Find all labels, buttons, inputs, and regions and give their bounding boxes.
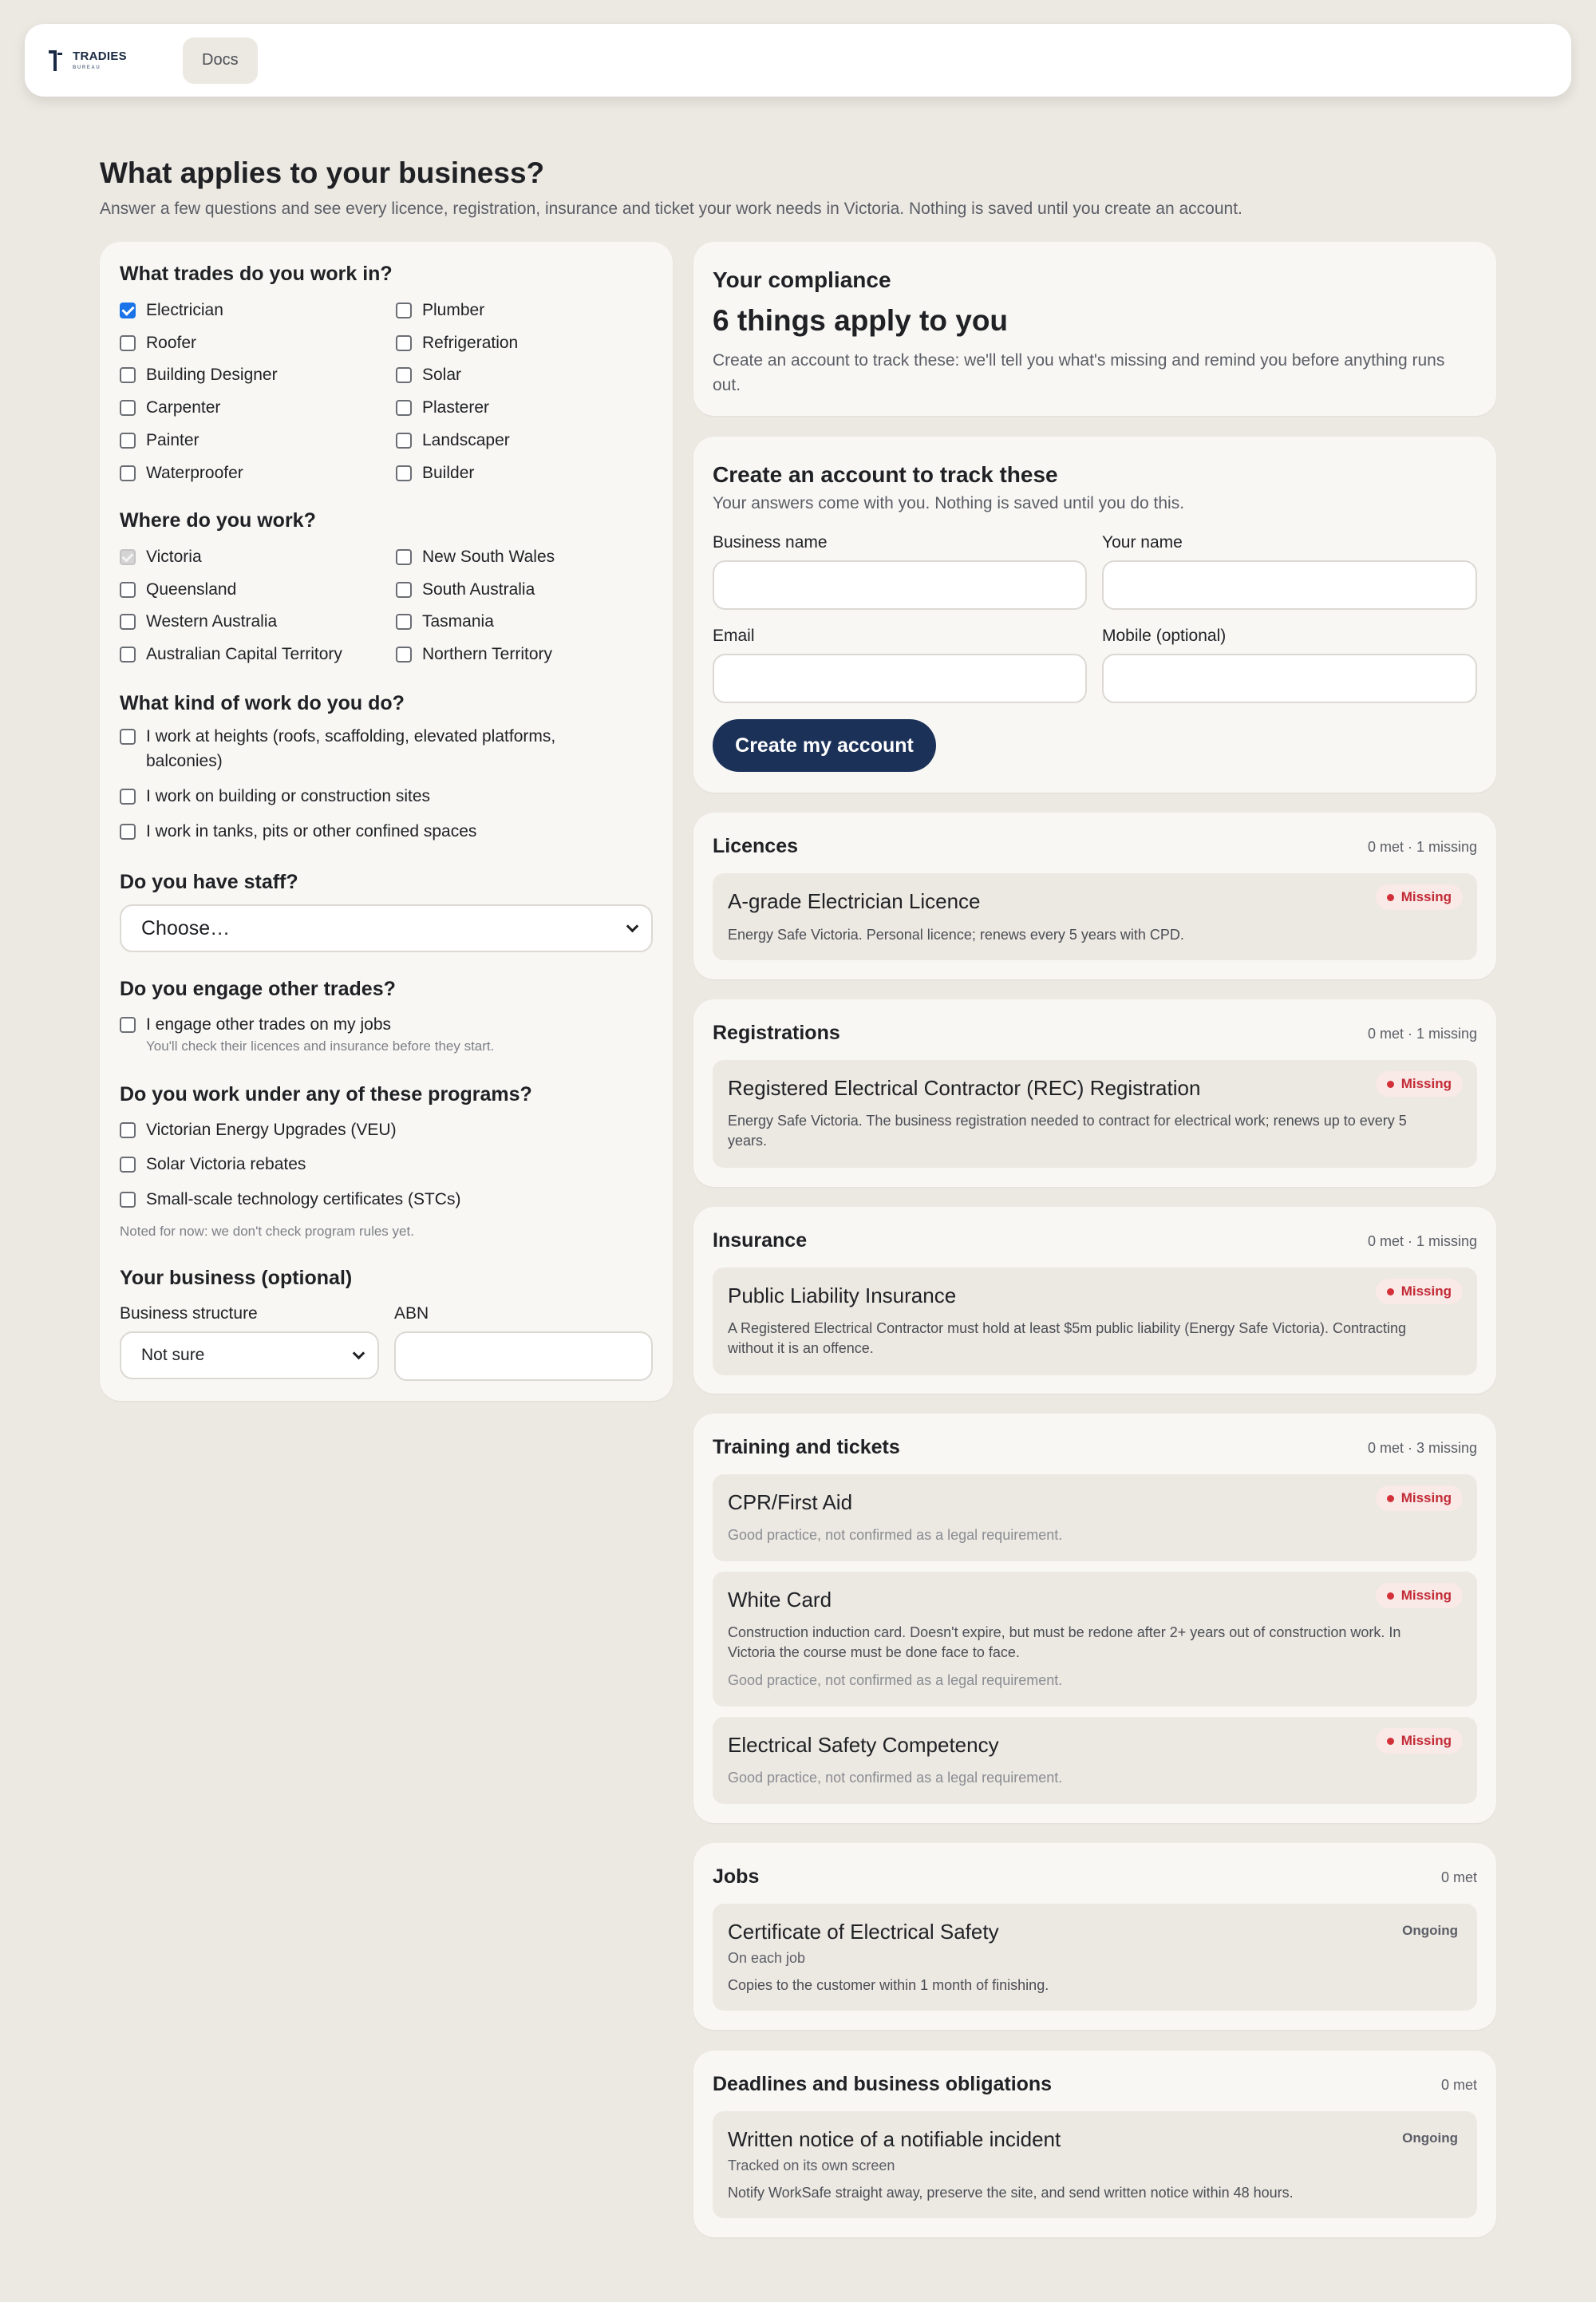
trade-carpenter-checkbox[interactable] (120, 400, 136, 416)
requirement-item[interactable] (713, 873, 1477, 960)
option-label-cont: balconies) (146, 752, 223, 770)
location-queensland-checkbox[interactable] (120, 582, 136, 598)
requirement-title: Electrical Safety Competency (728, 1733, 999, 1757)
requirement-item[interactable] (713, 2111, 1477, 2218)
status-dot-icon (1387, 1592, 1394, 1600)
program-veu-option[interactable] (120, 1117, 397, 1142)
trade-plumber[interactable] (396, 298, 484, 322)
option-label: Solar Victoria rebates (146, 1155, 306, 1173)
section-count: 0 met · 3 missing (1367, 1440, 1477, 1456)
requirement-title: Certificate of Electrical Safety (728, 1920, 999, 1944)
option-label: Carpenter (146, 398, 221, 417)
trade-painter-checkbox[interactable] (120, 433, 136, 449)
option-label: New South Wales (422, 548, 555, 566)
your-name-input[interactable] (1102, 560, 1477, 610)
trade-refrigeration[interactable] (396, 330, 518, 355)
trade-building-designer-checkbox[interactable] (120, 367, 136, 383)
status-label: Missing (1400, 1490, 1452, 1505)
chevron-down-icon (626, 920, 639, 932)
questionnaire-card (100, 242, 673, 1401)
work-construction-option[interactable] (120, 784, 430, 809)
status-dot-icon (1387, 1288, 1394, 1295)
option-label: Solar (422, 366, 462, 385)
option-label: Queensland (146, 579, 237, 599)
create-account-button[interactable]: Create my account (713, 719, 936, 772)
signup-title: Create an account to track these (713, 462, 1058, 487)
location-australian-capital-territory-checkbox[interactable] (120, 647, 136, 663)
engage-other-trades-option[interactable] (120, 1012, 391, 1037)
trade-solar[interactable] (396, 362, 461, 387)
status-dot-icon (1387, 1738, 1394, 1745)
requirement-item[interactable] (713, 1474, 1477, 1561)
trades-question-title: What trades do you work in? (120, 263, 393, 285)
trade-waterproofer-checkbox[interactable] (120, 465, 136, 481)
section-title: Jobs (713, 1865, 760, 1888)
requirement-description: Notify WorkSafe straight away, preserve the site, and send written notice within 48 hours. (728, 2185, 1294, 2201)
insurance-section (693, 1207, 1496, 1394)
business-structure-select[interactable] (120, 1331, 379, 1379)
requirement-note: Good practice, not confirmed as a legal requirement. (728, 1527, 1063, 1543)
section-title: Training and tickets (713, 1436, 900, 1458)
location-tasmania[interactable] (396, 609, 494, 634)
page-title: What applies to your business? (100, 156, 545, 189)
business-name-input[interactable] (713, 560, 1087, 610)
location-new-south-wales-checkbox[interactable] (396, 549, 412, 565)
status-label: Missing (1400, 889, 1452, 904)
top-nav-bar (25, 24, 1571, 97)
work-heights-checkbox[interactable] (120, 729, 136, 745)
business-structure-label: Business structure (120, 1304, 258, 1323)
option-label: Plasterer (422, 398, 490, 417)
trade-builder-checkbox[interactable] (396, 465, 412, 481)
trade-plumber-checkbox[interactable] (396, 303, 412, 318)
section-count: 0 met · 1 missing (1367, 839, 1477, 855)
location-south-australia-checkbox[interactable] (396, 582, 412, 598)
requirement-frequency: On each job (728, 1950, 806, 1966)
licences-section (693, 813, 1496, 979)
section-title: Registrations (713, 1022, 840, 1044)
other-trades-question-title: Do you engage other trades? (120, 978, 396, 1000)
option-label: Tasmania (422, 612, 494, 631)
training-section (693, 1414, 1496, 1823)
trade-builder[interactable] (396, 461, 474, 485)
requirement-title: Registered Electrical Contractor (REC) Registration (728, 1076, 1201, 1100)
your-name-label: Your name (1102, 533, 1183, 552)
programs-question-title: Do you work under any of these programs? (120, 1083, 532, 1106)
signup-subtitle: Your answers come with you. Nothing is saved until you do this. (713, 494, 1185, 512)
program-stc-option[interactable] (120, 1187, 460, 1212)
other-trades-hint: You'll check their licences and insurance before they start. (146, 1038, 495, 1054)
program-veu-checkbox[interactable] (120, 1122, 136, 1138)
work-construction-checkbox[interactable] (120, 789, 136, 805)
requirement-item[interactable] (713, 1717, 1477, 1804)
email-input[interactable] (713, 654, 1087, 703)
deadlines-section (693, 2051, 1496, 2237)
business-structure-value: Not sure (141, 1346, 205, 1364)
abn-input[interactable] (394, 1331, 653, 1381)
option-label: I work in tanks, pits or other confined spaces (146, 822, 477, 841)
page-subtitle: Answer a few questions and see every licence, registration, insurance and ticket your work needs in Victoria. Nothing is saved until you create an account. (100, 200, 1242, 218)
option-label: Plumber (422, 301, 485, 319)
option-label: Victoria (146, 548, 202, 566)
locations-question-title: Where do you work? (120, 509, 316, 532)
option-label: Western Australia (146, 612, 278, 631)
option-label: Builder (422, 463, 475, 482)
status-label: Missing (1400, 1284, 1452, 1299)
location-victoria[interactable] (120, 544, 202, 569)
section-title: Licences (713, 835, 799, 857)
section-count: 0 met (1440, 2077, 1477, 2093)
trade-carpenter[interactable] (120, 395, 220, 420)
option-label: Painter (146, 430, 200, 449)
option-label: Australian Capital Territory (146, 645, 342, 664)
option-label: Landscaper (422, 430, 510, 449)
compliance-description-cont: out. (713, 376, 741, 394)
compliance-description: Create an account to track these: we'll tell you what's missing and remind you before anything runs (713, 351, 1445, 370)
program-stc-checkbox[interactable] (120, 1192, 136, 1208)
requirement-title: Written notice of a notifiable incident (728, 2127, 1061, 2151)
section-count: 0 met · 1 missing (1367, 1233, 1477, 1249)
staff-select-value: Choose… (141, 916, 231, 939)
location-northern-territory-checkbox[interactable] (396, 647, 412, 663)
mobile-label: Mobile (optional) (1102, 627, 1227, 645)
trade-refrigeration-checkbox[interactable] (396, 335, 412, 351)
signup-card (693, 437, 1496, 793)
requirement-item[interactable] (713, 1268, 1477, 1375)
option-label: I work at heights (roofs, scaffolding, elevated platforms, (146, 727, 556, 746)
requirement-note: Good practice, not confirmed as a legal requirement. (728, 1672, 1063, 1688)
requirement-description-cont: Victoria the course must be done face to face. (728, 1644, 1020, 1660)
section-title: Insurance (713, 1229, 808, 1252)
requirement-frequency: Tracked on its own screen (728, 2158, 895, 2173)
section-title: Deadlines and business obligations (713, 2073, 1053, 2095)
trade-roofer[interactable] (120, 330, 196, 355)
status-badge (1376, 1279, 1463, 1304)
trade-plasterer[interactable] (396, 395, 489, 420)
trade-waterproofer[interactable] (120, 461, 243, 485)
location-northern-territory[interactable] (396, 642, 552, 666)
requirement-title: CPR/First Aid (728, 1490, 853, 1514)
logo-mark-icon (47, 48, 65, 73)
option-label: I work on building or construction sites (146, 787, 431, 805)
requirement-description: A Registered Electrical Contractor must hold at least $5m public liability (Energy Safe Victoria). Contracting (728, 1320, 1407, 1336)
registrations-section (693, 999, 1496, 1187)
trade-painter[interactable] (120, 428, 200, 453)
requirement-description: Energy Safe Victoria. Personal licence; renews every 5 years with CPD. (728, 927, 1184, 943)
compliance-headline: 6 things apply to you (713, 304, 1009, 337)
status-badge: Ongoing (1402, 1923, 1458, 1938)
trade-plasterer-checkbox[interactable] (396, 400, 412, 416)
programs-note: Noted for now: we don't check program rules yet. (120, 1224, 414, 1239)
location-australian-capital-territory[interactable] (120, 642, 342, 666)
trade-electrician-checkbox[interactable] (120, 303, 136, 318)
staff-select[interactable] (120, 904, 653, 952)
option-label: Waterproofer (146, 463, 243, 482)
option-label: Refrigeration (422, 333, 519, 352)
work-confined-spaces-checkbox[interactable] (120, 824, 136, 840)
status-badge (1376, 1583, 1463, 1608)
option-label: South Australia (422, 579, 535, 599)
status-label: Missing (1400, 1588, 1452, 1603)
option-label: Building Designer (146, 366, 278, 385)
location-south-australia[interactable] (396, 577, 535, 602)
option-label: I engage other trades on my jobs (146, 1015, 392, 1034)
requirement-description-cont: without it is an offence. (728, 1340, 874, 1356)
jobs-section (693, 1843, 1496, 2030)
engage-other-trades-checkbox[interactable] (120, 1017, 136, 1033)
requirement-title: White Card (728, 1588, 832, 1612)
compliance-title: Your compliance (713, 267, 891, 292)
email-label: Email (713, 627, 755, 645)
status-badge (1376, 1071, 1463, 1097)
status-dot-icon (1387, 1495, 1394, 1502)
business-question-title: Your business (optional) (120, 1267, 353, 1289)
trade-solar-checkbox[interactable] (396, 367, 412, 383)
option-label: Roofer (146, 333, 197, 352)
section-count: 0 met (1440, 1869, 1477, 1885)
requirement-note: Good practice, not confirmed as a legal requirement. (728, 1770, 1063, 1786)
requirement-description: Energy Safe Victoria. The business registration needed to contract for electrical work; renews up to every 5 (728, 1113, 1407, 1129)
trade-roofer-checkbox[interactable] (120, 335, 136, 351)
status-dot-icon (1387, 894, 1394, 901)
requirement-description: Copies to the customer within 1 month of finishing. (728, 1977, 1049, 1993)
option-label: Small-scale technology certificates (STCs) (146, 1190, 461, 1208)
requirement-description: Construction induction card. Doesn't expire, but must be redone after 2+ years out of construction work. In (728, 1624, 1401, 1640)
chevron-down-icon (353, 1347, 365, 1359)
compliance-summary-card (693, 242, 1496, 416)
status-badge (1376, 884, 1463, 910)
location-western-australia[interactable] (120, 609, 277, 634)
requirement-item[interactable] (713, 1060, 1477, 1168)
status-dot-icon (1387, 1081, 1394, 1088)
program-solar-vic-option[interactable] (120, 1152, 306, 1177)
requirement-title: Public Liability Insurance (728, 1284, 957, 1307)
logo-wordmark: TRADIES (73, 49, 127, 63)
abn-label: ABN (394, 1304, 429, 1323)
option-label: Northern Territory (422, 645, 552, 664)
trade-building-designer[interactable] (120, 362, 278, 387)
status-badge (1376, 1728, 1463, 1754)
requirement-item[interactable] (713, 1572, 1477, 1707)
nav-docs-button[interactable]: Docs (183, 38, 258, 84)
option-label: Victorian Energy Upgrades (VEU) (146, 1121, 397, 1139)
location-queensland[interactable] (120, 577, 236, 602)
location-new-south-wales[interactable] (396, 544, 555, 569)
location-western-australia-checkbox[interactable] (120, 614, 136, 630)
work-confined-spaces-option[interactable] (120, 819, 476, 844)
status-label: Missing (1400, 1733, 1452, 1748)
staff-question-title: Do you have staff? (120, 871, 298, 893)
work-heights-option[interactable] (120, 724, 630, 773)
requirement-title: A-grade Electrician Licence (728, 889, 981, 913)
program-solar-vic-checkbox[interactable] (120, 1157, 136, 1173)
status-badge: Ongoing (1402, 2130, 1458, 2146)
logo[interactable] (47, 48, 162, 73)
location-tasmania-checkbox[interactable] (396, 614, 412, 630)
section-count: 0 met · 1 missing (1367, 1026, 1477, 1042)
mobile-input[interactable] (1102, 654, 1477, 703)
logo-tagline: BUREAU (73, 65, 101, 70)
business-name-label: Business name (713, 533, 828, 552)
location-victoria-checkbox (120, 549, 136, 565)
requirement-item[interactable] (713, 1904, 1477, 2011)
status-label: Missing (1400, 1076, 1452, 1091)
option-label: Electrician (146, 301, 223, 319)
trade-electrician[interactable] (120, 298, 223, 322)
requirement-description-cont: years. (728, 1133, 768, 1149)
trade-landscaper[interactable] (396, 428, 510, 453)
work-kind-question-title: What kind of work do you do? (120, 692, 405, 714)
trade-landscaper-checkbox[interactable] (396, 433, 412, 449)
status-badge (1376, 1485, 1463, 1511)
